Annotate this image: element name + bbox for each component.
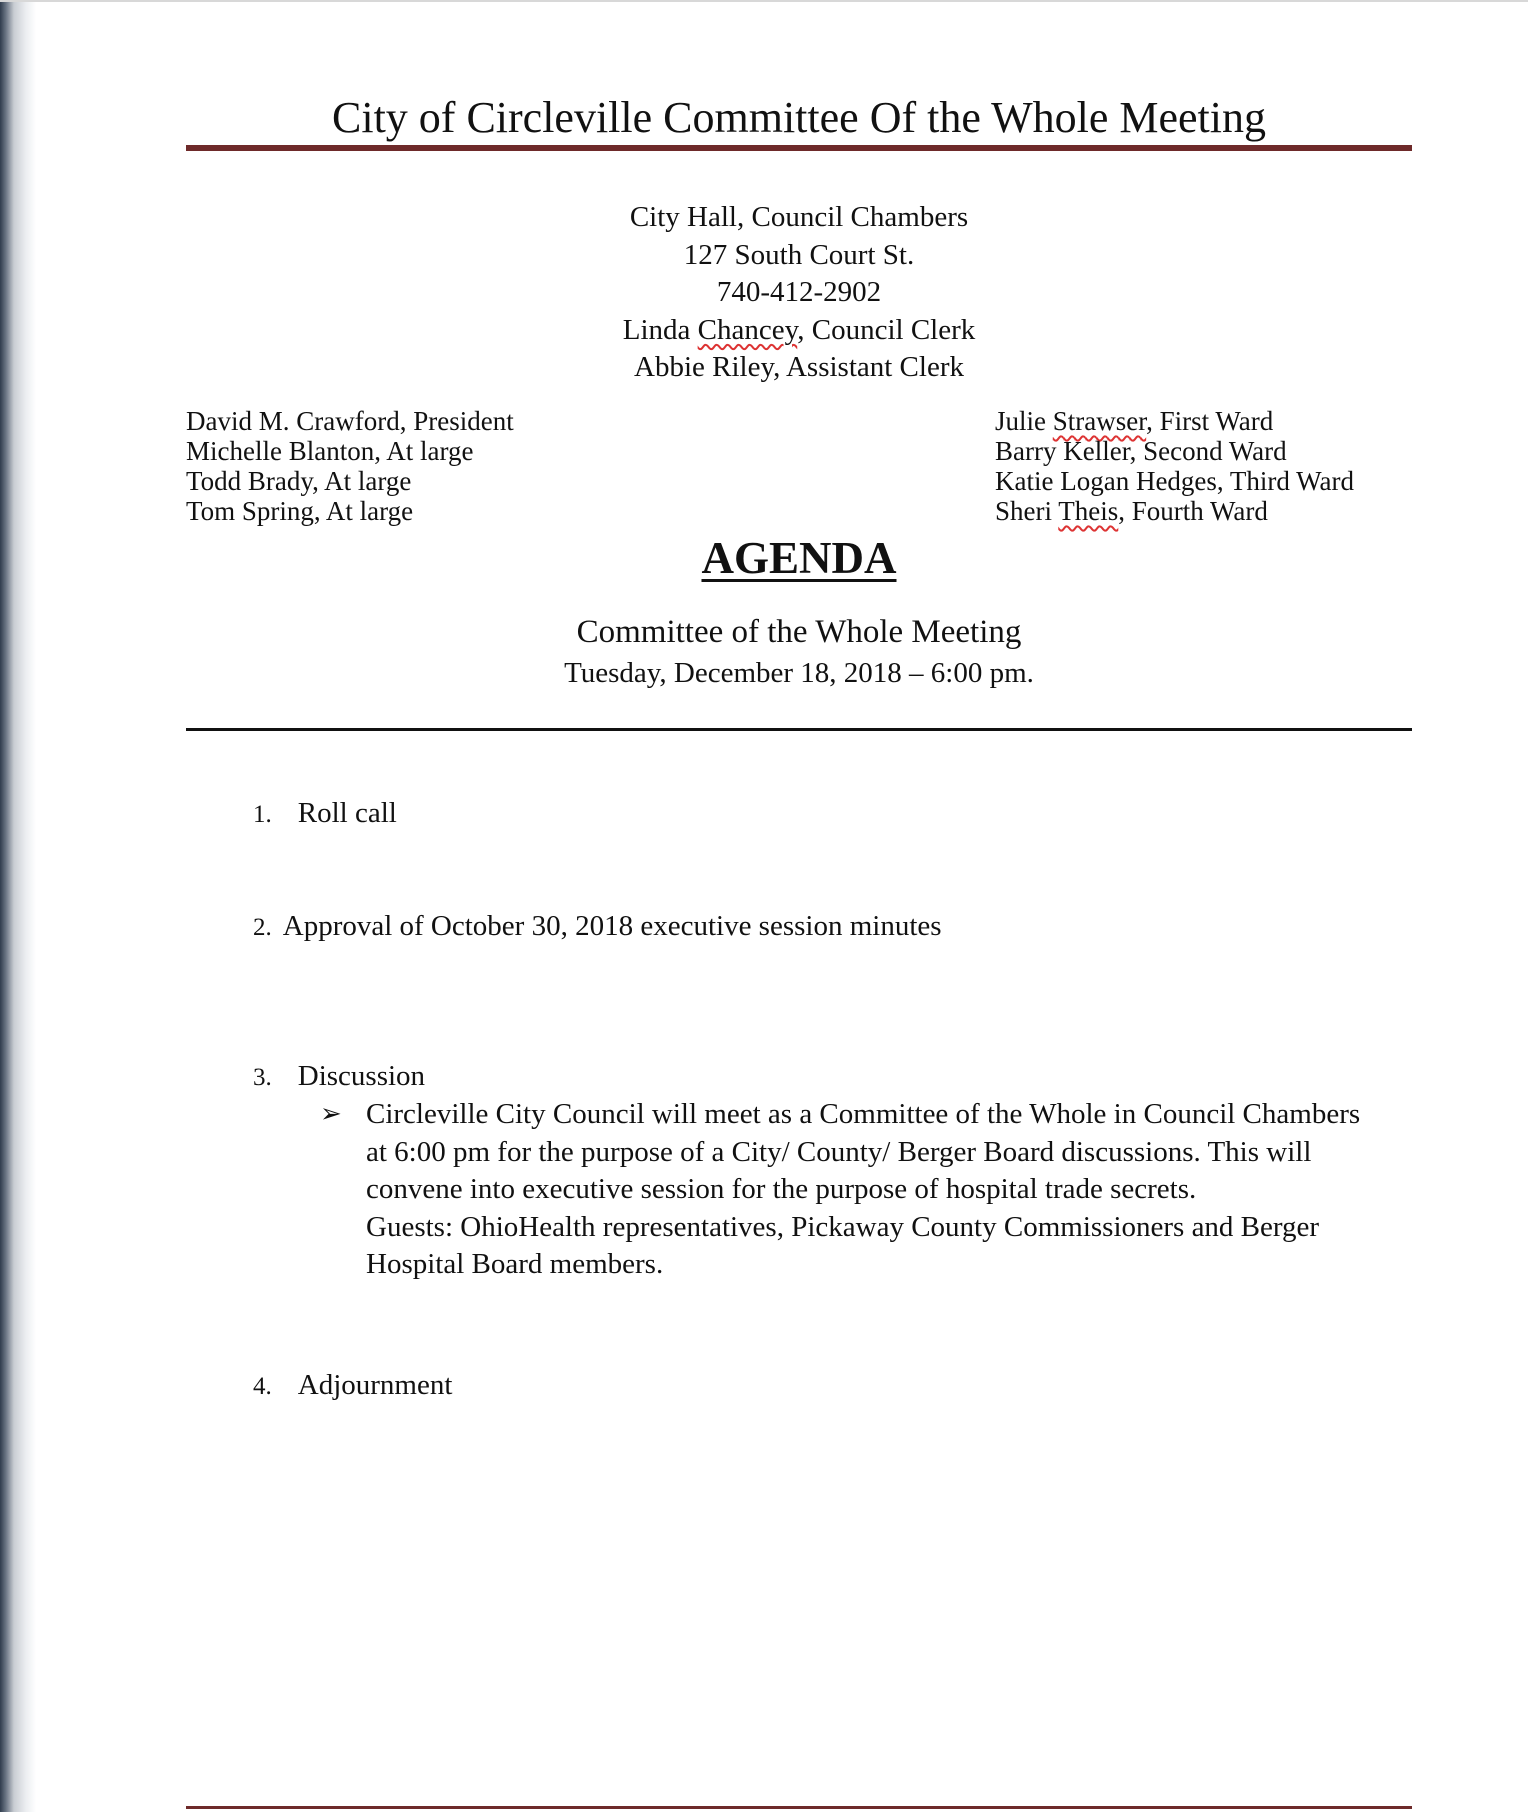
discussion-bullet-text <box>366 1096 1436 1284</box>
location-block <box>186 199 1412 387</box>
member-left-4: Tom Spring, At large <box>186 496 414 526</box>
location-line-1: City Hall, Council Chambers <box>629 201 969 233</box>
discussion-line-3: convene into executive session for the purpose of hospital trade secrets. <box>366 1173 1197 1205</box>
member-right-1-surname-spellcheck[interactable]: Strawser <box>1052 406 1147 436</box>
location-line-5: Abbie Riley, Assistant Clerk <box>634 351 964 383</box>
member-right-4-surname-spellcheck[interactable]: Theis <box>1058 496 1119 526</box>
member-right-3: Katie Logan Hedges, Third Ward <box>995 466 1354 496</box>
agenda-item-2 <box>253 908 942 947</box>
member-left-3: Todd Brady, At large <box>186 466 412 496</box>
members-right <box>995 406 1354 526</box>
discussion-line-5: Hospital Board members. <box>366 1248 664 1280</box>
arrow-bullet-icon: ➢ <box>320 1099 342 1129</box>
agenda-item-1 <box>253 795 397 834</box>
agenda-item-3-number: 3. <box>253 1064 272 1091</box>
member-right-2: Barry Keller, Second Ward <box>995 436 1287 466</box>
agenda-item-3-text: Discussion <box>297 1060 426 1092</box>
clerk-role: , Council Clerk <box>797 313 976 346</box>
member-left-2: Michelle Blanton, At large <box>186 436 474 466</box>
agenda-item-1-text: Roll call <box>297 797 397 829</box>
member-right-4 <box>995 496 1354 526</box>
member-right-4-first: Sheri <box>995 496 1052 526</box>
member-right-1 <box>995 406 1354 436</box>
agenda-heading: AGENDA <box>701 533 897 583</box>
discussion-line-2: at 6:00 pm for the purpose of a City/ County/ Berger Board discussions. This will <box>366 1135 1312 1168</box>
member-right-1-role: , First Ward <box>1146 406 1274 436</box>
agenda-item-3 <box>253 1058 425 1097</box>
discussion-line-1: Circleville City Council will meet as a Committee of the Whole in Council Chambers <box>366 1098 1361 1130</box>
agenda-item-4 <box>253 1367 452 1406</box>
title-rule <box>186 145 1412 151</box>
footer-rule <box>186 1806 1412 1809</box>
meeting-name: Committee of the Whole Meeting <box>576 614 1022 650</box>
member-right-4-role: , Fourth Ward <box>1118 496 1268 526</box>
agenda-item-4-number: 4. <box>253 1373 272 1400</box>
document-title: City of Circleville Committee Of the Whole Meeting <box>332 93 1266 142</box>
section-divider <box>186 728 1412 731</box>
members-left <box>186 406 514 526</box>
agenda-item-1-number: 1. <box>253 801 272 828</box>
discussion-line-4: Guests: OhioHealth representatives, Pickaway County Commissioners and Berger <box>366 1210 1320 1243</box>
location-line-4 <box>186 312 1412 350</box>
agenda-item-2-text: Approval of October 30, 2018 executive session minutes <box>282 910 942 942</box>
member-right-1-first: Julie <box>995 406 1046 436</box>
agenda-item-4-text: Adjournment <box>297 1369 453 1401</box>
clerk-first-name: Linda <box>622 313 691 346</box>
meeting-date: Tuesday, December 18, 2018 – 6:00 pm. <box>564 657 1034 689</box>
location-line-2: 127 South Court St. <box>683 238 915 271</box>
clerk-surname-spellcheck[interactable]: Chancey <box>697 313 798 346</box>
location-line-3: 740-412-2902 <box>716 276 882 308</box>
member-left-1: David M. Crawford, President <box>186 406 514 436</box>
agenda-item-2-number: 2. <box>253 914 272 941</box>
